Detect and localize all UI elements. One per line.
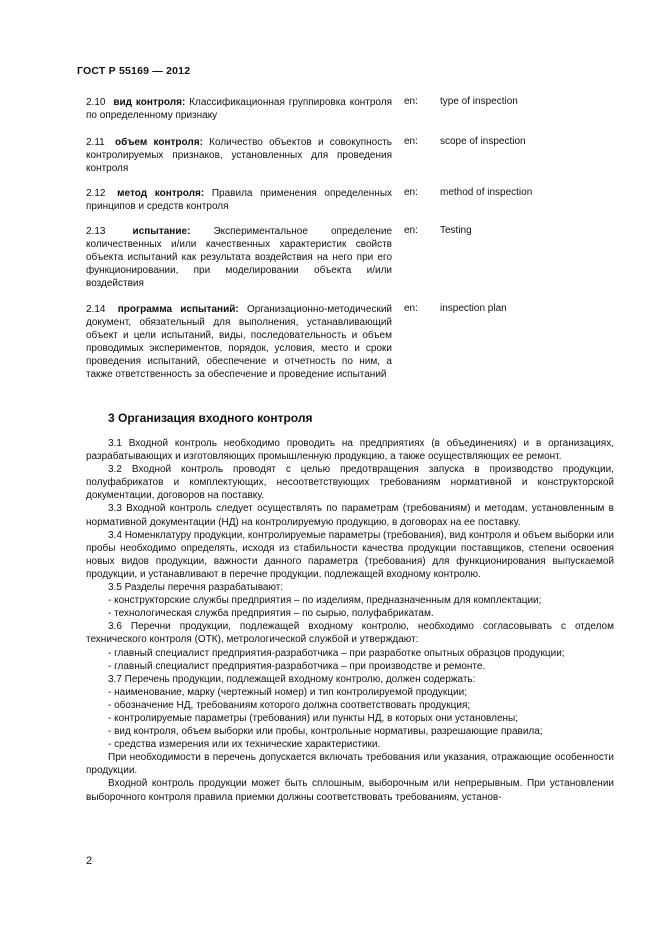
list-item: - обозначение НД, требованиям которого должна соответствовать продукция; [108,699,471,711]
list-item: - вид контроля, объем выборки или пробы, контрольные нормативы, разрешающие правила; [108,726,543,738]
term-number: 2.10 [86,97,106,108]
term-definition: Правила применения определенных принципов и средств контроля [86,188,393,212]
term-lang: en: [404,96,418,107]
term-english: inspection plan [440,303,507,314]
list-item: - средства измерения или их технические характеристики. [108,739,381,751]
paragraph: 3.6 Перечни продукции, подлежащей входному контролю, необходимо согласовывать с отделом технического контроля (ОТК), метрологической службой и утверждают: [86,621,614,646]
term-english: scope of inspection [440,136,526,147]
term-lang: en: [404,187,418,198]
page-number: 2 [86,855,93,867]
paragraph: 3.3 Входной контроль следует осуществлять по параметрам (требованиям) и методам, установленным в нормативной документации (НД) на контролируемую продукцию, в договорах на ее поставку. [86,503,614,528]
term-lang: en: [404,303,418,314]
paragraph: 3.1 Входной контроль необходимо проводить на предприятиях (в объединениях) и в организациях, разрабатывающих и изготовляющих промышленную продукцию, а также осуществляющих ее ремонт. [86,438,614,463]
term-number: 2.11 [86,137,105,148]
paragraph: 3.4 Номенклатуру продукции, контролируемые параметры (требования), вид контроля и объем выборки или пробы необходимо определять, исходя из стабильности качества продукции поставщиков, степени освоения новых видов продукции, важности данного параметра (требования) для функционирования выпускаемой продукции, и устанавливают в перечне продукции, подлежащей входному контролю. [86,529,614,580]
term-name: программа испытаний: [117,304,239,315]
document-header: ГОСТ Р 55169 — 2012 [77,65,191,77]
term-name: метод контроля: [117,188,205,199]
paragraph: Входной контроль продукции может быть сплошным, выборочным или непрерывным. При установлении выборочного контроля правила приемки должны соответствовать требованиям, установ- [86,778,614,803]
term-entry-2-14 [86,303,392,381]
term-entry-2-11 [86,136,392,175]
list-item: - главный специалист предприятия-разработчика – при производстве и ремонте. [108,660,486,672]
term-english: type of inspection [440,96,518,107]
list-item: - наименование, марку (чертежный номер) и тип контролируемой продукции; [108,686,467,698]
term-definition: Количество объектов и совокупность контролируемых признаков, установленных для проведения контроля [86,137,392,174]
term-entry-2-12 [86,187,392,213]
term-definition: Экспериментальное определение количественных и/или качественных характеристик свойств объекта испытаний как результата воздействия на него при его функционировании, при моделировании объекта и/или воздействия [86,226,393,289]
paragraph: 3.5 Разделы перечня разрабатывают: [108,582,284,594]
list-item: - контролируемые параметры (требования) или пункты НД, в которых они установлены; [108,712,518,724]
term-lang: en: [404,225,418,236]
term-english: method of inspection [440,187,533,198]
term-number: 2.12 [86,188,106,199]
paragraph: При необходимости в перечень допускается включать требования или указания, отражающие особенности продукции. [86,752,614,777]
term-number: 2.14 [86,304,106,315]
term-name: вид контроля: [113,97,186,108]
term-definition: Организационно-методический документ, обязательный для выполнения, устанавливающий объект и цели испытаний, виды, последовательность и объем проводимых экспериментов, порядок, условия, место и сроки проведения испытаний, обеспечение и отчетность по ним, а также ответственность за обеспечение и проведение испытаний [86,304,393,380]
term-entry-2-10 [86,96,392,122]
paragraph: 3.2 Входной контроль проводят с целью предотвращения запуска в производство продукции, полуфабрикатов и комплектующих, несоответствующих требованиям нормативной и конструкторской документации, договоров на поставку. [86,464,614,502]
list-item: - технологическая служба предприятия – по сырью, полуфабрикатам. [108,608,434,620]
term-name: испытание: [132,226,191,237]
section-body [86,437,614,804]
term-number: 2.13 [86,226,106,237]
term-definition: Классификационная группировка контроля по определенному признаку [86,97,393,121]
term-lang: en: [404,136,418,147]
term-entry-2-13 [86,225,392,290]
list-item: - конструкторские службы предприятия – по изделиям, предназначенным для комплектации; [108,595,542,607]
paragraph: 3.7 Перечень продукции, подлежащей входному контролю, должен содержать: [108,673,476,685]
list-item: - главный специалист предприятия-разработчика – при разработке опытных образцов продукции; [108,647,565,659]
term-name: объем контроля: [114,137,203,148]
section-title: 3 Организация входного контроля [108,411,313,425]
term-english: Testing [440,225,472,236]
